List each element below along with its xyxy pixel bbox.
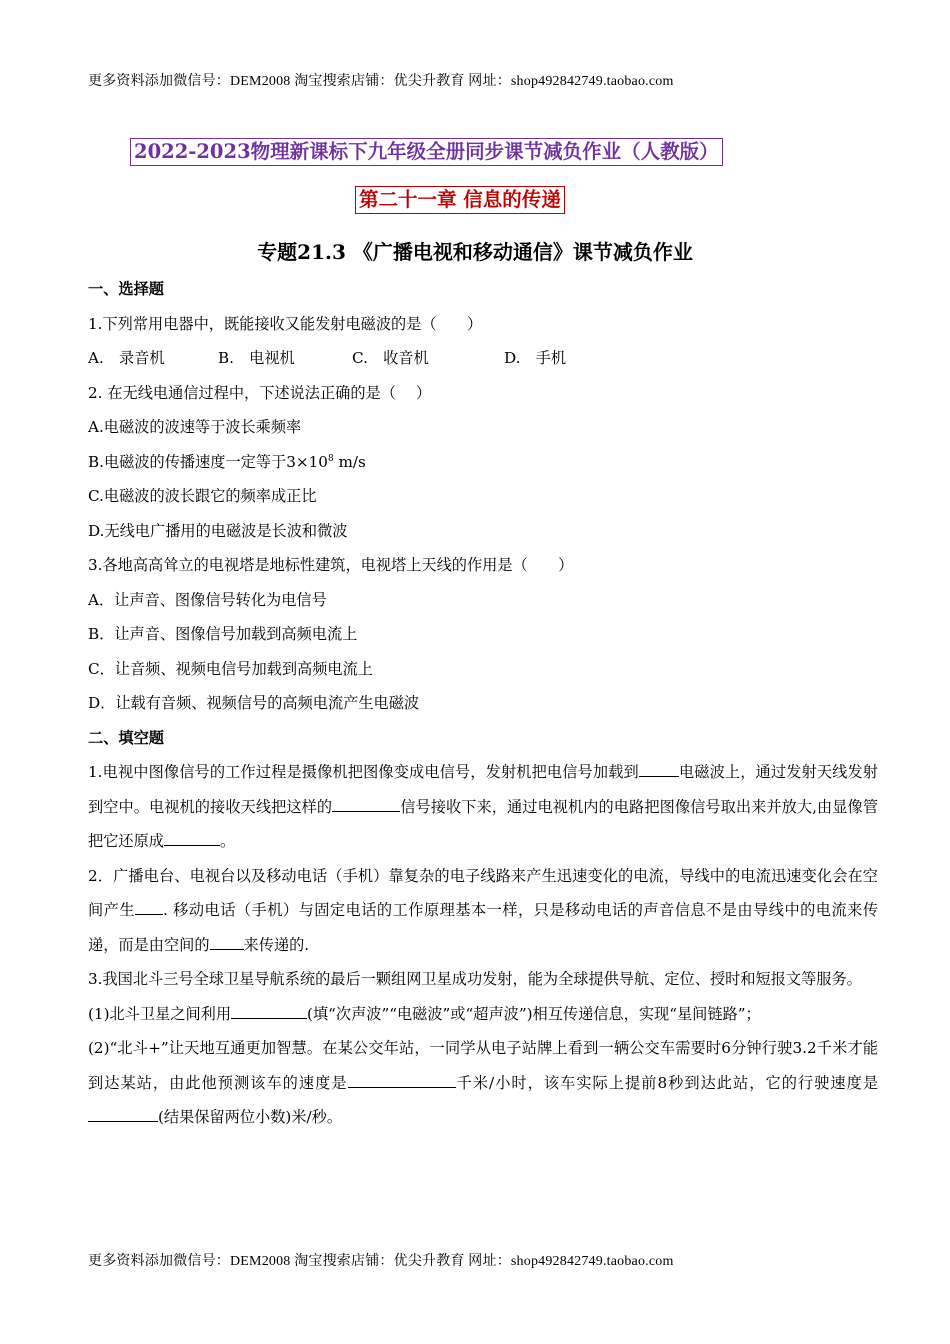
fill-question-2: 2．广播电台、电视台以及移动电话（手机）靠复杂的电子线路来产生迅速变化的电流，导线中的电流迅速变化会在空间产生 . 移动电话（手机）与固定电话的工作原理基本一样，只是移动电话的声音信息不是由导线中的电流来传递，而是由空间的 来传递的. xyxy=(88,866,879,954)
q3-option-a: A．让声音、图像信号转化为电信号 xyxy=(88,590,327,609)
q1-option-c: C. 收音机 xyxy=(352,349,429,367)
answer-blank[interactable] xyxy=(639,760,679,777)
answer-blank[interactable] xyxy=(332,795,400,812)
document-title: 2022-2023物理新课标下九年级全册同步课节减负作业（人教版） xyxy=(130,138,723,166)
answer-blank[interactable] xyxy=(231,1002,307,1019)
q2-option-c: C.电磁波的波长跟它的频率成正比 xyxy=(88,487,317,505)
q1-option-a: A. 录音机 xyxy=(88,349,165,367)
q1-option-d: D. 手机 xyxy=(504,349,567,367)
topic-title: 专题21.3 《广播电视和移动通信》课节减负作业 xyxy=(257,240,693,264)
answer-blank[interactable] xyxy=(210,933,244,950)
section-choice-heading: 一、选择题 xyxy=(88,280,164,298)
answer-blank[interactable] xyxy=(348,1071,456,1088)
fill-question-3-stem: 3.我国北斗三号全球卫星导航系统的最后一颗组网卫星成功发射，能为全球提供导航、定位、授时和短报文等服务。 xyxy=(88,970,862,988)
answer-blank[interactable] xyxy=(135,898,163,915)
document-body xyxy=(88,272,878,1135)
fill-question-1: 1.电视中图像信号的工作过程是摄像机把图像变成电信号，发射机把电信号加载到 电磁波上，通过发射天线发射到空中。电视机的接收天线把这样的 信号接收下来，通过电视机内的电路把图像信号取出来并放大,由显像管把它还原成 。 xyxy=(88,755,878,859)
q1-stem: 1.下列常用电器中，既能接收又能发射电磁波的是（ ） xyxy=(88,314,483,333)
page-header: 更多资料添加微信号：DEM2008 淘宝搜索店铺：优尖升教育 网址：shop492842749.taobao.com xyxy=(88,74,674,89)
answer-blank[interactable] xyxy=(88,1105,158,1122)
page-footer: 更多资料添加微信号：DEM2008 淘宝搜索店铺：优尖升教育 网址：shop492842749.taobao.com xyxy=(88,1254,674,1269)
answer-blank[interactable] xyxy=(164,829,220,846)
q1-options xyxy=(88,341,878,376)
chapter-title: 第二十一章 信息的传递 xyxy=(355,186,565,214)
q2-option-b: B.电磁波的传播速度一定等于$3\times 10^8$ m/s xyxy=(88,452,366,471)
q2-option-a: A.电磁波的波速等于波长乘频率 xyxy=(88,418,302,436)
q3-option-b: B．让声音、图像信号加载到高频电流上 xyxy=(88,625,358,643)
q2-stem: 2. 在无线电通信过程中，下述说法正确的是（ ） xyxy=(88,383,432,402)
q3-option-c: C．让音频、视频电信号加载到高频电流上 xyxy=(88,659,373,678)
fill-question-3-part-2: (2)“北斗+”让天地互通更加智慧。在某公交年站，一同学从电子站牌上看到一辆公交车需要时6分钟行驶3.2千米才能到达某站，由此他预测该车的速度是 千米/小时，该车实际上提前8秒到达此站，它的行驶速度是(结果保留两位小数)米/秒。 xyxy=(88,1039,879,1126)
q1-option-b: B. 电视机 xyxy=(218,349,295,367)
section-fill-heading: 二、填空题 xyxy=(88,728,164,747)
fill-question-3-part-1: (1)北斗卫星之间利用 (填“次声波”“电磁波”或“超声波”)相互传递信息，实现“星间链路”； xyxy=(88,997,878,1032)
q3-stem: 3.各地高高耸立的电视塔是地标性建筑，电视塔上天线的作用是（ ） xyxy=(88,556,574,574)
q3-option-d: D．让载有音频、视频信号的高频电流产生电磁波 xyxy=(88,694,420,712)
q2-option-d: D.无线电广播用的电磁波是长波和微波 xyxy=(88,521,348,540)
